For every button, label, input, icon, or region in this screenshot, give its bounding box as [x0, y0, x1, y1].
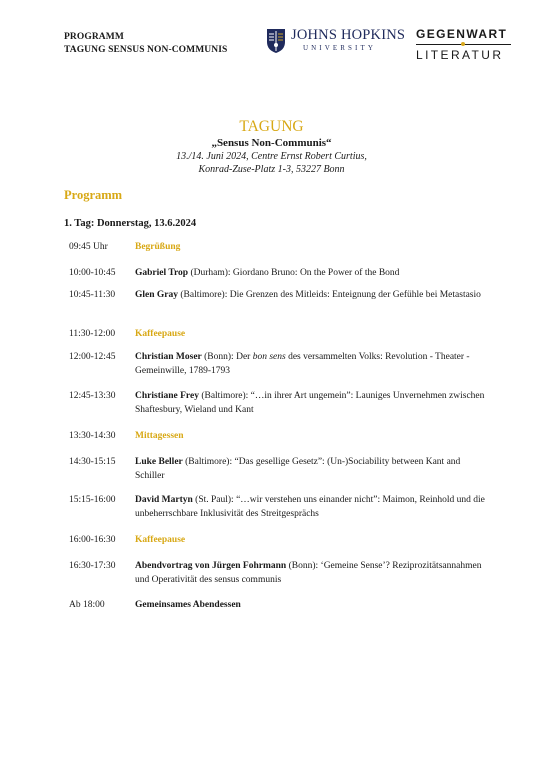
schedule-time: Ab 18:00: [69, 600, 105, 610]
schedule-talk: [135, 289, 485, 303]
talk-title: ‘Gemeine Sense’? Reziprozitätsannahmen und Operativität des sensus communis: [135, 561, 482, 585]
schedule-talk: [135, 560, 485, 587]
page-title: TAGUNG: [239, 118, 304, 135]
speaker-name: Christian Moser: [135, 352, 202, 362]
conference-subtitle: „Sensus Non-Communis“: [211, 137, 332, 149]
jhu-logo: [266, 27, 406, 57]
speaker-name: Glen Gray: [135, 290, 179, 300]
schedule-time: 12:00-12:45: [69, 352, 116, 362]
schedule-talk: [135, 390, 485, 417]
gl-logo-top: GEGENWART: [416, 27, 508, 41]
schedule-talk: [135, 456, 485, 483]
jhu-wordmark: JOHNS HOPKINS: [291, 27, 406, 43]
gl-logo-bottom: LITERATUR: [416, 48, 504, 62]
talk-title: Die Grenzen des Mitleids: Enteignung der Gefühle bei Metastasio: [229, 290, 481, 300]
speaker-name: Christiane Frey: [135, 391, 199, 401]
schedule-time: 14:30-15:15: [69, 457, 116, 467]
schedule-time: 12:45-13:30: [69, 391, 116, 401]
speaker-affiliation: (Bonn):: [286, 561, 321, 571]
speaker-name: Luke Beller: [135, 457, 183, 467]
talk-title: “…wir verstehen uns einander nicht”: Maimon, Reinhold und die unbeherrschbare Inklusivität des Streitgesprächs: [135, 495, 485, 519]
speaker-affiliation: (Bonn):: [201, 352, 237, 362]
talk-title: “…in ihrer Art ungemein”: Launiges Unvernehmen zwischen Shaftesbury, Wieland und Kant: [135, 391, 485, 415]
schedule-time: 10:00-10:45: [69, 268, 116, 278]
schedule-talk: [135, 599, 485, 613]
schedule-time: 16:30-17:30: [69, 561, 116, 571]
schedule-time: 09:45 Uhr: [69, 242, 108, 252]
schedule-break: Mittagessen: [135, 431, 184, 441]
schedule-talk: [135, 351, 485, 378]
header-line-2: TAGUNG SENSUS NON-COMMUNIS: [64, 45, 228, 55]
header-line-1: PROGRAMM: [64, 32, 124, 42]
schedule-time: 10:45-11:30: [69, 290, 116, 300]
event-name: Gemeinsames Abendessen: [135, 600, 241, 610]
schedule-time: 13:30-14:30: [69, 431, 116, 441]
day-heading: 1. Tag: Donnerstag, 13.6.2024: [64, 218, 197, 229]
talk-title-pre: Der: [236, 352, 253, 362]
speaker-affiliation: (Durham):: [188, 268, 233, 278]
speaker-affiliation: (Baltimore):: [178, 290, 230, 300]
speaker-name: Gabriel Trop: [135, 268, 189, 278]
schedule-break: Kaffeepause: [135, 535, 186, 545]
talk-title-post: des versammelten Volks: Revolution - Theater - Gemeinwille, 1789-1793: [135, 352, 470, 376]
schedule-talk: [135, 267, 485, 281]
talk-title-italic: bon sens: [252, 352, 286, 362]
schedule-talk: [135, 494, 485, 521]
speaker-name: David Martyn: [135, 495, 193, 505]
schedule-break: Kaffeepause: [135, 329, 186, 339]
schedule-time: 15:15-16:00: [69, 495, 116, 505]
speaker-affiliation: (Baltimore):: [182, 457, 235, 467]
schedule-time: 11:30-12:00: [69, 329, 116, 339]
jhu-shield-icon: [266, 28, 286, 54]
schedule-break: Begrüßung: [135, 242, 181, 252]
venue-line-1: 13./14. Juni 2024, Centre Ernst Robert Curtius,: [176, 151, 367, 162]
gegenwart-literatur-logo: [416, 27, 511, 67]
venue-line-2: Konrad-Zuse-Platz 1-3, 53227 Bonn: [198, 164, 345, 175]
talk-title: Giordano Bruno: On the Power of the Bond: [232, 268, 400, 278]
speaker-name: Abendvortrag von Jürgen Fohrmann: [135, 561, 287, 571]
speaker-affiliation: (Baltimore):: [198, 391, 251, 401]
section-heading: Programm: [64, 188, 123, 202]
gl-logo-dot: [461, 42, 465, 46]
speaker-affiliation: (St. Paul):: [192, 495, 237, 505]
talk-title: “Das gesellige Gesetz”: (Un-)Sociability between Kant and Schiller: [135, 457, 461, 481]
jhu-university-label: UNIVERSITY: [303, 44, 376, 52]
title-block: [0, 118, 543, 176]
schedule-time: 16:00-16:30: [69, 535, 116, 545]
document-header: [64, 31, 227, 57]
